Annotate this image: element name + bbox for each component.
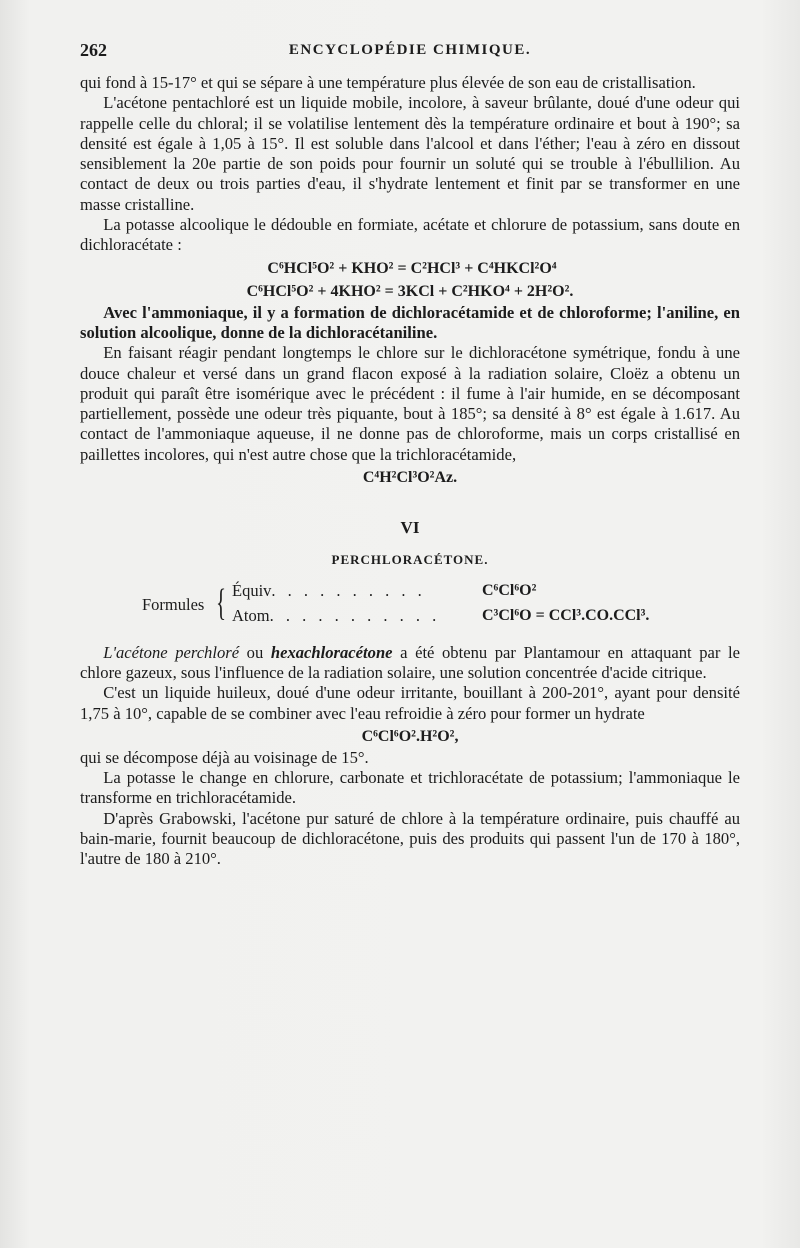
- paragraph-decomposition: qui se décompose déjà au voisinage de 15°.: [80, 747, 369, 767]
- paragraph-cloez: En faisant réagir pendant longtemps le chlore sur le dichloracétone symétrique, fondu à une douce chaleur et versé dans un grand flacon exposé à la radiation solaire, Cloëz a obtenu un produit qui paraît être isomérique avec le précédent : il fume à l'air humide, en se décomposant partiellement, possède une odeur très piquante, bout à 185°; sa densité à 8° est égale à 1.617. Au contact de l'ammoniaque aqueuse, il ne donne pas de chloroforme, mais un corps cristallisé en paillettes incolores, qui n'est autre chose que la trichloracétamide,: [80, 343, 740, 464]
- paragraph-plantamour: [80, 643, 740, 684]
- formula-equation-1: C⁶HCl⁵O² + KHO² = C²HCl³ + C⁴HKCl²O⁴: [267, 259, 557, 277]
- atom-label: Atom: [232, 605, 270, 625]
- term-hexachloracetone: hexachloracétone: [270, 642, 393, 662]
- page-header: [80, 40, 740, 64]
- paragraph-liquid-properties: C'est un liquide huileux, doué d'une odeur irritante, bouillant à 200-201°, ayant pour densité 1,75 à 10°, capable de se combiner avec l'eau refroidie à zéro pour former un hydrate: [80, 683, 740, 723]
- formula-hydrate: C⁶Cl⁶O².H²O²,: [361, 727, 459, 745]
- equiv-row: [232, 581, 426, 601]
- atom-row: [232, 606, 440, 626]
- paragraph-continuation: qui fond à 15-17° et qui se sépare à une température plus élevée de son eau de cristallisation.: [80, 73, 696, 92]
- paragraph-ammonia: Avec l'ammoniaque, il y a formation de dichloracétamide et de chloroforme; l'aniline, en solution alcoolique, donne de la dichloracétaniline.: [80, 302, 740, 342]
- brace-symbol: {: [216, 581, 227, 624]
- equiv-formula: C⁶Cl⁶O²: [482, 581, 537, 599]
- term-perchlore: L'acétone perchloré: [103, 642, 240, 662]
- formulas-label: Formules: [142, 594, 205, 614]
- paragraph-pentachlor-properties: L'acétone pentachloré est un liquide mobile, incolore, à saveur brûlante, doué d'une odeur qui rappelle celle du chloral; il se volatilise lentement dès la température ordinaire et bout à 190°; sa densité est égale à 1,05 à 15°. Il est soluble dans l'alcool et dans l'éther; l'eau à zéro en dissout sensiblement la 20e partie de son poids pour fournir un soluté qui se trouble à l'ébullilion. Au contact de deux ou trois parties d'eau, il s'hydrate lentement et finit par se transformer en une masse cristalline.: [80, 93, 740, 214]
- section-title: PERCHLORACÉTONE.: [331, 552, 489, 568]
- equiv-dots: . . . . . . . . . .: [271, 580, 426, 600]
- running-head: ENCYCLOPÉDIE CHIMIQUE.: [288, 42, 532, 58]
- paragraph-potash-reaction: La potasse alcoolique le dédouble en formiate, acétate et chlorure de potassium, sans doute en dichloracétate :: [80, 215, 740, 255]
- term-connector: ou: [239, 642, 271, 662]
- plantamour-text: a été obtenu par Plantamour en attaquant par le chlore gazeux, sous l'influence de la radiation solaire, une solution concentrée d'acide citrique.: [80, 642, 740, 682]
- formula-equation-2: C⁶HCl⁵O² + 4KHO² = 3KCl + C²HKO⁴ + 2H²O².: [246, 282, 574, 300]
- formula-trichloracetamide: C⁴H²Cl³O²Az.: [362, 469, 458, 487]
- paragraph-grabowski: D'après Grabowski, l'acétone pur saturé de chlore à la température ordinaire, puis chauffé au bain-marie, fournit beaucoup de dichloracétone, puis des produits qui passent l'un de 170 à 180°, l'autre de 180 à 210°.: [80, 808, 740, 869]
- body-text: [80, 73, 740, 870]
- paragraph-potash-change: La potasse le change en chlorure, carbonate et trichloracétate de potassium; l'ammoniaque le transforme en trichloracétamide.: [80, 768, 740, 808]
- atom-formula: C³Cl⁶O = CCl³.CO.CCl³.: [482, 606, 650, 624]
- atom-dots: . . . . . . . . . . .: [269, 605, 441, 625]
- equiv-label: Équiv: [232, 580, 272, 600]
- page-number: 262: [80, 40, 107, 60]
- formulae-table: [80, 581, 740, 633]
- section-number: VI: [400, 518, 420, 538]
